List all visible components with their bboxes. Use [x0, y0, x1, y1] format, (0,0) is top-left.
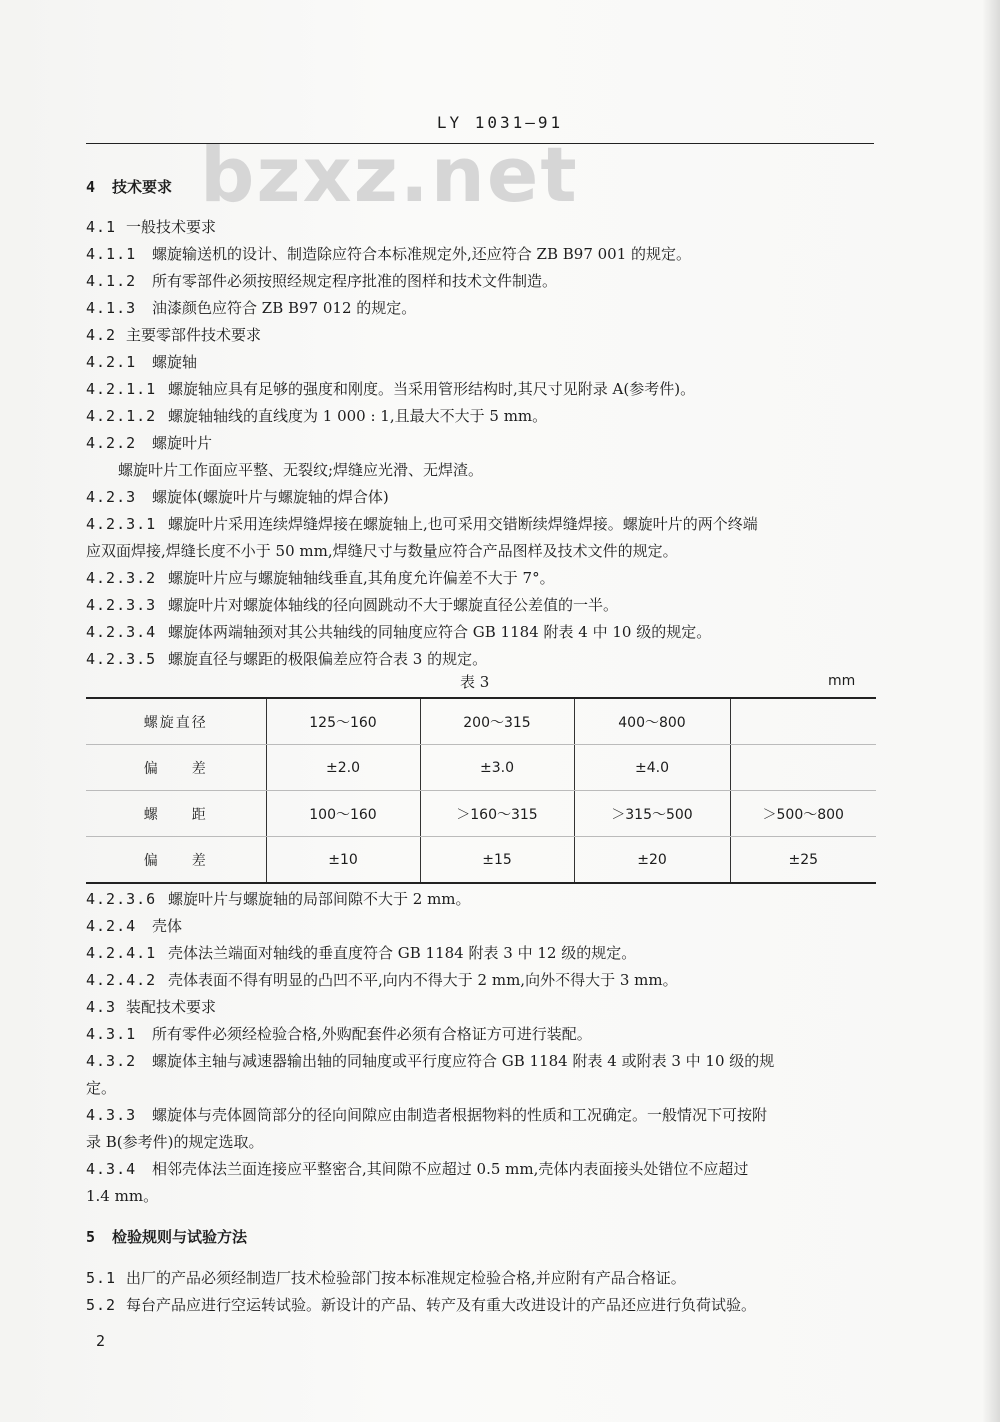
page-edge-shadow: [982, 0, 1000, 1422]
table-cell: ＞500～800: [730, 791, 876, 837]
section-heading: 5 检验规则与试验方法: [86, 1228, 248, 1246]
table-cell: ±15: [420, 837, 574, 884]
table-row: [86, 791, 876, 837]
watermark: bzxz.net: [200, 130, 579, 219]
tolerance-table: [86, 697, 876, 884]
table-cell: 125～160: [266, 698, 420, 745]
clause: 4.2.3.4 螺旋体两端轴颈对其公共轴线的同轴度应符合 GB 1184 附表 4 中 10 级的规定。: [86, 623, 712, 641]
clause-continuation: 定。: [86, 1079, 117, 1097]
table-cell: ±20: [574, 837, 730, 884]
clause: 4.2.3.5 螺旋直径与螺距的极限偏差应符合表 3 的规定。: [86, 650, 488, 668]
clause: 4.2.2 螺旋叶片: [86, 434, 213, 452]
table-cell: 偏 差: [86, 745, 266, 791]
table-cell: 偏 差: [86, 837, 266, 884]
clause: 4.2.1 螺旋轴: [86, 353, 198, 371]
clause: 4.1.2 所有零部件必须按照经规定程序批准的图样和技术文件制造。: [86, 272, 558, 290]
clause: 4.2.1.2 螺旋轴轴线的直线度为 1 000 : 1,且最大不大于 5 mm。: [86, 407, 548, 425]
clause-continuation: 螺旋叶片工作面应平整、无裂纹;焊缝应光滑、无焊渣。: [118, 461, 484, 479]
clause-continuation: 录 B(参考件)的规定选取。: [86, 1133, 264, 1151]
clause: 4.3.3 螺旋体与壳体圆筒部分的径向间隙应由制造者根据物料的性质和工况确定。一般情况下可按附: [86, 1106, 768, 1124]
page-number: 2: [96, 1332, 106, 1350]
table-row: [86, 698, 876, 745]
table-cell: [730, 745, 876, 791]
clause: 4.3.1 所有零件必须经检验合格,外购配套件必须有合格证方可进行装配。: [86, 1025, 592, 1043]
table-row: [86, 745, 876, 791]
clause: 4.2.3.6 螺旋叶片与螺旋轴的局部间隙不大于 2 mm。: [86, 890, 471, 908]
clause-continuation: 应双面焊接,焊缝长度不小于 50 mm,焊缝尺寸与数量应符合产品图样及技术文件的规定。: [86, 542, 678, 560]
clause: 5.1 出厂的产品必须经制造厂技术检验部门按本标准规定检验合格,并应附有产品合格证。: [86, 1269, 686, 1287]
clause: 5.2 每台产品应进行空运转试验。新设计的产品、转产及有重大改进设计的产品还应进行负荷试验。: [86, 1296, 757, 1314]
table-cell: ±3.0: [420, 745, 574, 791]
clause: 4.2.4.2 壳体表面不得有明显的凸凹不平,向内不得大于 2 mm,向外不得大于 3 mm。: [86, 971, 678, 989]
table-cell: [730, 698, 876, 745]
table-row: [86, 837, 876, 884]
clause: 4.1 一般技术要求: [86, 218, 217, 236]
clause: 4.2.3.1 螺旋叶片采用连续焊缝焊接在螺旋轴上,也可采用交错断续焊缝焊接。螺旋叶片的两个终端: [86, 515, 758, 533]
clause-continuation: 1.4 mm。: [86, 1187, 159, 1205]
table-cell: 螺 距: [86, 791, 266, 837]
table-cell: 螺旋直径: [86, 698, 266, 745]
section-heading: 4 技术要求: [86, 178, 173, 196]
clause: 4.3 装配技术要求: [86, 998, 217, 1016]
clause: 4.2.3 螺旋体(螺旋叶片与螺旋轴的焊合体): [86, 488, 389, 506]
clause: 4.1.1 螺旋输送机的设计、制造除应符合本标准规定外,还应符合 ZB B97 001 的规定。: [86, 245, 692, 263]
table-cell: ＞315～500: [574, 791, 730, 837]
clause: 4.3.4 相邻壳体法兰面连接应平整密合,其间隙不应超过 0.5 mm,壳体内表面接头处错位不应超过: [86, 1160, 749, 1178]
table-cell: 400～800: [574, 698, 730, 745]
clause: 4.1.3 油漆颜色应符合 ZB B97 012 的规定。: [86, 299, 417, 317]
header-rule: [86, 143, 874, 144]
table-cell: ＞160～315: [420, 791, 574, 837]
table-cell: 200～315: [420, 698, 574, 745]
clause: 4.2.3.3 螺旋叶片对螺旋体轴线的径向圆跳动不大于螺旋直径公差值的一半。: [86, 596, 619, 614]
table-cell: ±25: [730, 837, 876, 884]
table-caption: 表 3: [460, 673, 490, 691]
clause: 4.2 主要零部件技术要求: [86, 326, 262, 344]
table-cell: 100～160: [266, 791, 420, 837]
table-cell: ±4.0: [574, 745, 730, 791]
table-unit: mm: [828, 673, 856, 689]
table-cell: ±2.0: [266, 745, 420, 791]
clause: 4.2.3.2 螺旋叶片应与螺旋轴轴线垂直,其角度允许偏差不大于 7°。: [86, 569, 555, 587]
clause: 4.2.4 壳体: [86, 917, 183, 935]
clause: 4.3.2 螺旋体主轴与减速器输出轴的同轴度或平行度应符合 GB 1184 附表 4 或附表 3 中 10 级的规: [86, 1052, 775, 1070]
clause: 4.2.4.1 壳体法兰端面对轴线的垂直度符合 GB 1184 附表 3 中 12 级的规定。: [86, 944, 637, 962]
table-cell: ±10: [266, 837, 420, 884]
clause: 4.2.1.1 螺旋轴应具有足够的强度和刚度。当采用管形结构时,其尺寸见附录 A(参考件)。: [86, 380, 696, 398]
page-header: LY 1031—91: [436, 113, 564, 132]
